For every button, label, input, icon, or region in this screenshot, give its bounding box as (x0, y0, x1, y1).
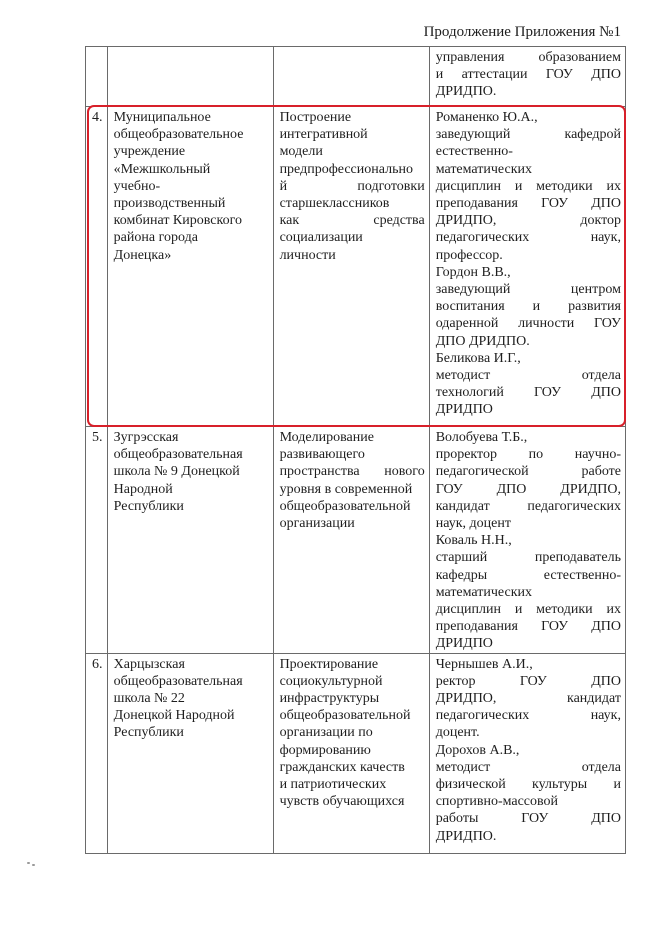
institution-line: района города (113, 230, 198, 246)
supervisors-line: ректор ГОУ ДПО (435, 673, 621, 689)
row-number-cell (86, 653, 108, 853)
supervisors-line: ДРИДПО. (435, 828, 497, 844)
supervisors-line: педагогических наук, (435, 708, 621, 724)
supervisors-line: педагогической работе (435, 464, 621, 480)
topic-line: чувств обучающихся (279, 794, 405, 810)
supervisors-line: математических (435, 584, 532, 600)
topic-line: социокультурной (279, 673, 383, 689)
topic-line: предпрофессионально (279, 161, 413, 177)
supervisors-line: Коваль Н.Н., (435, 533, 512, 549)
topic-line: развивающего (279, 447, 365, 463)
institution-line: общеобразовательное (113, 127, 244, 143)
supervisors-line: кафедры естественно- (435, 567, 621, 583)
topic-line: й подготовки (279, 178, 425, 194)
supervisors-cell (429, 47, 625, 107)
appendix-table (85, 46, 626, 854)
table-row (86, 107, 626, 427)
institution-line: Республики (113, 498, 184, 514)
institution-line: Народной (113, 481, 173, 497)
supervisors-line: ГОУ ДПО ДРИДПО, (435, 481, 621, 497)
supervisors-line: ДРИДПО (435, 402, 493, 418)
supervisors-line: Чернышев А.И., (435, 656, 533, 672)
topic-line: и патриотических (279, 777, 387, 793)
topic-line: общеобразовательной (279, 498, 411, 514)
institution-cell (107, 427, 273, 654)
institution-line: производственный (113, 196, 226, 212)
institution-line: общеобразовательная (113, 673, 243, 689)
institution-cell (107, 653, 273, 853)
supervisors-line: Гордон В.В., (435, 264, 511, 280)
supervisors-line: ДРИДПО. (435, 84, 497, 100)
topic-line: интегративной (279, 127, 368, 143)
row-number: 6. (92, 656, 103, 672)
supervisors-line: ДПО ДРИДПО. (435, 333, 530, 349)
supervisors-cell (429, 107, 625, 427)
topic-line: инфраструктуры (279, 691, 380, 707)
topic-line: гражданских качеств (279, 759, 405, 775)
row-number: 5. (92, 430, 103, 445)
supervisors-line: наук, доцент (435, 516, 511, 532)
supervisors-line: управления образованием (435, 50, 621, 65)
supervisors-line: технологий ГОУ ДПО (435, 385, 621, 401)
institution-line: Зугрэсская (113, 430, 179, 445)
supervisors-line: дисциплин и методики их (435, 602, 621, 618)
institution-line: Донецка» (113, 247, 172, 263)
topic-line: пространства нового (279, 464, 425, 480)
supervisors-line: кандидат педагогических (435, 498, 621, 514)
institution-line: школа № 9 Донецкой (113, 464, 240, 480)
topic-cell (273, 47, 429, 107)
institution-line: комбинат Кировского (113, 213, 242, 229)
supervisors-line: проректор по научно- (435, 447, 621, 463)
supervisors-line: педагогических наук, (435, 230, 621, 246)
supervisors-line: Романенко Ю.А., (435, 110, 538, 125)
supervisors-line: дисциплин и методики их (435, 178, 621, 194)
topic-line: старшеклассников (279, 196, 390, 212)
table-row (86, 653, 626, 853)
institution-line: «Межшкольный (113, 161, 211, 177)
row-number: 4. (92, 110, 103, 125)
topic-line: социализации (279, 230, 363, 246)
institution-line: учебно- (113, 178, 161, 194)
scan-speck (27, 862, 30, 864)
topic-line: общеобразовательной (279, 708, 411, 724)
supervisors-line: одаренной личности ГОУ (435, 316, 621, 332)
institution-line: школа № 22 (113, 691, 185, 707)
topic-line: личности (279, 247, 336, 263)
topic-line: Моделирование (279, 430, 374, 445)
supervisors-line: преподавания ГОУ ДПО (435, 619, 621, 635)
institution-line: Республики (113, 725, 184, 741)
topic-line: модели (279, 144, 323, 160)
supervisors-line: доцент. (435, 725, 480, 741)
supervisors-line: методист отдела (435, 368, 621, 384)
supervisors-line: и аттестации ГОУ ДПО (435, 67, 621, 83)
topic-line: организации по (279, 725, 373, 741)
topic-line: Проектирование (279, 656, 379, 672)
topic-cell (273, 427, 429, 654)
topic-line: как средства (279, 213, 425, 229)
institution-cell (107, 47, 273, 107)
supervisors-line: преподавания ГОУ ДПО (435, 196, 621, 212)
supervisors-line: Волобуева Т.Б., (435, 430, 528, 445)
institution-line: учреждение (113, 144, 186, 160)
supervisors-line: физической культуры и (435, 777, 621, 793)
institution-line: общеобразовательная (113, 447, 243, 463)
supervisors-line: ДРИДПО, доктор (435, 213, 621, 229)
supervisors-line: воспитания и развития (435, 299, 621, 315)
row-number-cell (86, 427, 108, 654)
scan-speck (32, 864, 35, 866)
supervisors-line: работы ГОУ ДПО (435, 811, 621, 827)
supervisors-line: Беликова И.Г., (435, 350, 521, 366)
institution-cell (107, 107, 273, 427)
topic-cell (273, 107, 429, 427)
topic-line: уровня в современной (279, 481, 413, 497)
topic-line: Построение (279, 110, 352, 125)
supervisors-line: спортивно-массовой (435, 794, 559, 810)
institution-line: Муниципальное (113, 110, 211, 125)
supervisors-cell (429, 427, 625, 654)
table-row (86, 47, 626, 107)
topic-line: организации (279, 516, 355, 532)
row-number-cell (86, 107, 108, 427)
supervisors-line: ДРИДПО, кандидат (435, 691, 621, 707)
supervisors-line: методист отдела (435, 759, 621, 775)
topic-line: формированию (279, 742, 371, 758)
supervisors-line: старший преподаватель (435, 550, 621, 566)
supervisors-line: математических (435, 161, 532, 177)
supervisors-line: Дорохов А.В., (435, 742, 520, 758)
page-header: Продолжение Приложения №1 (423, 24, 621, 40)
supervisors-line: заведующий центром (435, 282, 621, 298)
topic-cell (273, 653, 429, 853)
row-number-cell (86, 47, 108, 107)
supervisors-line: заведующий кафедрой (435, 127, 621, 143)
supervisors-line: естественно- (435, 144, 513, 160)
supervisors-cell (429, 653, 625, 853)
institution-line: Донецкой Народной (113, 708, 235, 724)
institution-line: Харцызская (113, 656, 185, 672)
supervisors-line: профессор. (435, 247, 503, 263)
table-row (86, 427, 626, 654)
supervisors-line: ДРИДПО (435, 636, 493, 652)
